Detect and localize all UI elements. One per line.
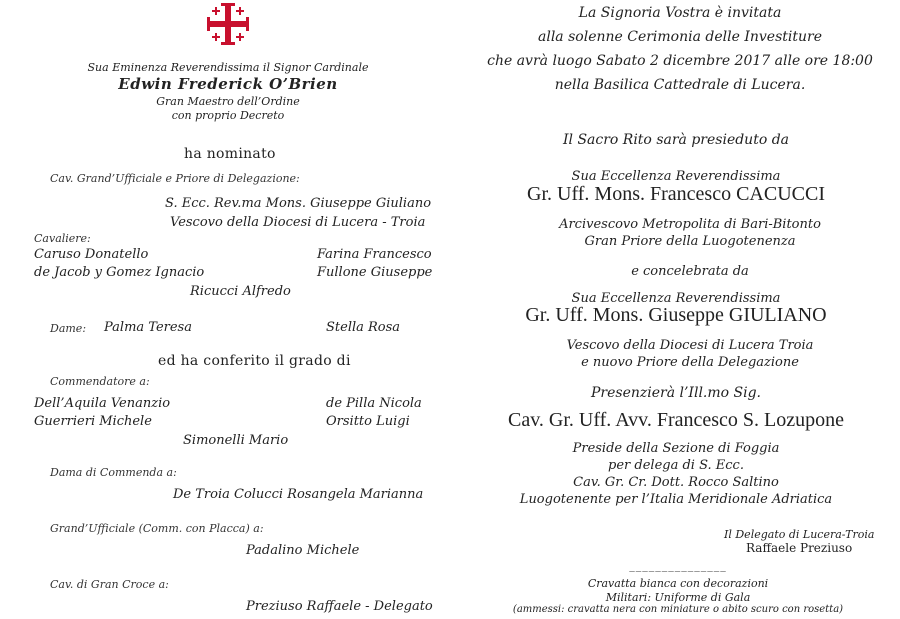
guest-role: Preside della Sezione di Foggia [572, 441, 780, 456]
decree-line: con proprio Decreto [171, 109, 285, 122]
rito-line: Il Sacro Rito sarà presieduto da [562, 132, 790, 148]
invite-date: che avrà luogo Sabato 2 dicembre 2017 alle ore 18:00 [487, 53, 873, 69]
excellency-line: Sua Eccellenza Reverendissima [571, 291, 781, 306]
concelebrant-name: Gr. Uff. Mons. Giuseppe GIULIANO [525, 304, 827, 326]
cavaliere-name: Caruso Donatello [34, 247, 149, 262]
excellency-line: Sua Eccellenza Reverendissima [571, 169, 781, 184]
conferito-heading: ed ha conferito il grado di [158, 353, 351, 369]
priore-role: Vescovo della Diocesi di Lucera - Troia [170, 215, 426, 230]
concelebrant-role: Vescovo della Diocesi di Lucera Troia [566, 338, 814, 353]
grand-ufficiale-name: Padalino Michele [246, 543, 360, 558]
presider-name: Gr. Uff. Mons. Francesco CACUCCI [527, 183, 825, 205]
grand-ufficiale-label: Grand’Ufficiale (Comm. con Placca) a: [50, 522, 264, 535]
presider-role: Gran Priore della Luogotenenza [584, 234, 796, 249]
commendatore-name: de Pilla Nicola [326, 396, 422, 411]
commendatore-name: Guerrieri Michele [34, 414, 152, 429]
priore-name: S. Ecc. Rev.ma Mons. Giuseppe Giuliano [165, 196, 432, 211]
cardinal-intro: Sua Eminenza Reverendissima il Signor Cardinale [87, 61, 369, 74]
cardinal-name: Edwin Frederick O’Brien [118, 75, 338, 93]
cavaliere-label: Cavaliere: [34, 232, 91, 245]
invite-location: nella Basilica Cattedrale di Lucera. [554, 77, 806, 93]
dress-code: Militari: Uniforme di Gala [605, 591, 751, 604]
dama-commenda-name: De Troia Colucci Rosangela Marianna [173, 487, 424, 502]
concelebrant-role: e nuovo Priore della Delegazione [581, 355, 799, 370]
concelebrata-line: e concelebrata da [631, 264, 749, 279]
priore-label: Cav. Grand’Ufficiale e Priore di Delegazione: [50, 172, 300, 185]
gran-croce-label: Cav. di Gran Croce a: [50, 578, 169, 591]
invite-line: La Signoria Vostra è invitata [578, 5, 782, 21]
dama-commenda-label: Dama di Commenda a: [50, 466, 177, 479]
gran-croce-name: Preziuso Raffaele - Delegato [246, 599, 433, 614]
commendatore-name: Dell’Aquila Venanzio [34, 396, 171, 411]
ha-nominato-heading: ha nominato [184, 146, 276, 162]
guest-role: per delega di S. Ecc. [608, 458, 744, 473]
dress-code: Cravatta bianca con decorazioni [587, 577, 769, 590]
invite-line: alla solenne Cerimonia delle Investiture [538, 29, 822, 45]
presenziera-line: Presenzierà l’Ill.mo Sig. [590, 385, 762, 401]
cavaliere-name: Ricucci Alfredo [190, 284, 291, 299]
cavaliere-name: Farina Francesco [317, 247, 432, 262]
guest-name: Cav. Gr. Uff. Avv. Francesco S. Lozupone [507, 409, 845, 431]
jerusalem-cross-icon [206, 2, 250, 46]
guest-role: Cav. Gr. Cr. Dott. Rocco Saltino [573, 475, 779, 490]
dress-code-note: (ammessi: cravatta nera con miniature o abito scuro con rosetta) [512, 604, 844, 615]
commendatore-name: Orsitto Luigi [326, 414, 410, 429]
commendatore-name: Simonelli Mario [183, 433, 289, 448]
guest-role: Luogotenente per l’Italia Meridionale Adriatica [519, 492, 833, 507]
dame-label: Dame: [50, 322, 87, 335]
divider: _______________ [629, 559, 727, 572]
presider-role: Arcivescovo Metropolita di Bari-Bitonto [559, 217, 821, 232]
dama-name: Palma Teresa [104, 320, 192, 335]
delegato-label: Il Delegato di Lucera-Troia [724, 528, 875, 541]
dama-name: Stella Rosa [326, 320, 401, 335]
delegato-name: Raffaele Preziuso [746, 541, 853, 555]
commendatore-label: Commendatore a: [50, 375, 150, 388]
cavaliere-name: Fullone Giuseppe [317, 265, 433, 280]
cardinal-title: Gran Maestro dell’Ordine [156, 95, 300, 108]
cavaliere-name: de Jacob y Gomez Ignacio [34, 265, 205, 280]
